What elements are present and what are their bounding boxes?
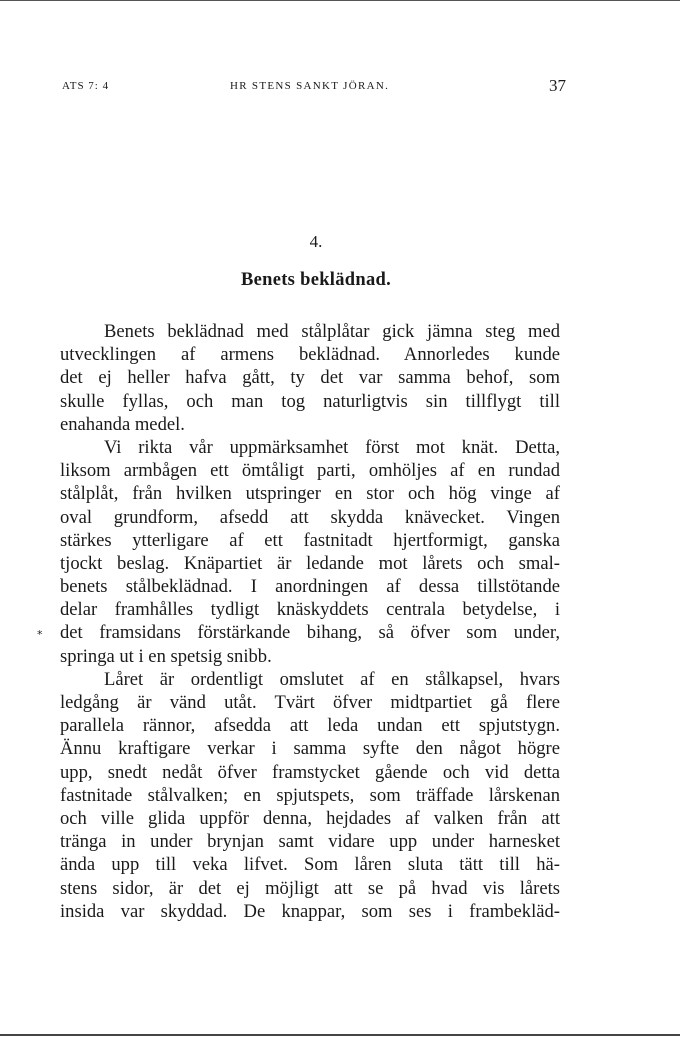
text-line: ända upp till veka lifvet. Som låren sluta tätt till hä- bbox=[60, 854, 560, 876]
page-top-edge bbox=[0, 0, 680, 1]
body-text bbox=[60, 320, 560, 923]
text-line: Benets beklädnad med stålplåtar gick jämna steg med bbox=[104, 321, 560, 342]
section-number: 4. bbox=[309, 232, 323, 251]
text-line: tränga in under brynjan samt vidare upp under harnesket bbox=[60, 831, 560, 853]
text-line: delar framhålles tydligt knäskyddets centrala betydelse, i bbox=[60, 599, 560, 621]
text-line: Vi rikta vår uppmärksamhet först mot knät. Detta, bbox=[104, 436, 560, 458]
text-line: upp, snedt nedåt öfver framstycket gående och vid detta bbox=[60, 761, 560, 783]
text-line: enahanda medel. bbox=[60, 413, 185, 435]
running-header bbox=[62, 76, 572, 98]
text-line: det ej heller hafva gått, ty det var samma behof, som bbox=[60, 367, 560, 389]
page-number: 37 bbox=[549, 76, 566, 95]
section-title: Benets beklädnad. bbox=[240, 270, 392, 290]
text-line: tjockt beslag. Knäpartiet är ledande mot lårets och smal- bbox=[60, 552, 560, 574]
text-line: stärkes ytterligare af ett fastnitadt hjertformigt, ganska bbox=[60, 529, 560, 551]
text-line: benets stålbeklädnad. I anordningen af dessa tillstötande bbox=[60, 576, 560, 598]
text-line: Låret är ordentligt omslutet af en stålkapsel, hvars bbox=[104, 668, 560, 690]
text-line: springa ut i en spetsig snibb. bbox=[60, 645, 272, 667]
text-line: insida var skyddad. De knappar, som ses i frambekläd- bbox=[60, 900, 560, 922]
text-line: stålplåt, från hvilken utspringer en stor och hög vinge af bbox=[60, 483, 560, 505]
text-line: liksom armbågen ett ömtåligt parti, omhöljes af en rundad bbox=[60, 460, 560, 482]
margin-mark: * bbox=[37, 628, 43, 641]
text-line: skulle fyllas, och man tog naturligtvis sin tillflygt till bbox=[60, 390, 560, 412]
text-line: parallela rännor, afsedda att leda undan ett spjutstygn. bbox=[60, 715, 560, 737]
text-line: och ville glida uppför denna, hejdades af valken från att bbox=[60, 807, 560, 829]
text-line: Ännu kraftigare verkar i samma syfte den något högre bbox=[60, 738, 560, 760]
text-line: utvecklingen af armens beklädnad. Annorledes kunde bbox=[60, 344, 560, 366]
header-signature: ATS 7: 4 bbox=[62, 80, 110, 92]
text-line: fastnitade stålvalken; en spjutspets, som träffade lårskenan bbox=[60, 784, 560, 806]
header-title: HR STENS SANKT JÖRAN. bbox=[230, 80, 390, 92]
page-bottom-edge bbox=[0, 1034, 680, 1036]
text-line: ledgång är vänd utåt. Tvärt öfver midtpartiet gå flere bbox=[60, 692, 560, 713]
text-line: det framsidans förstärkande bihang, så öfver som under, bbox=[60, 622, 560, 644]
text-line: stens sidor, är det ej möjligt att se på hvad vis lårets bbox=[60, 877, 560, 899]
text-line: oval grundform, afsedd att skydda knävecket. Vingen bbox=[60, 506, 560, 528]
